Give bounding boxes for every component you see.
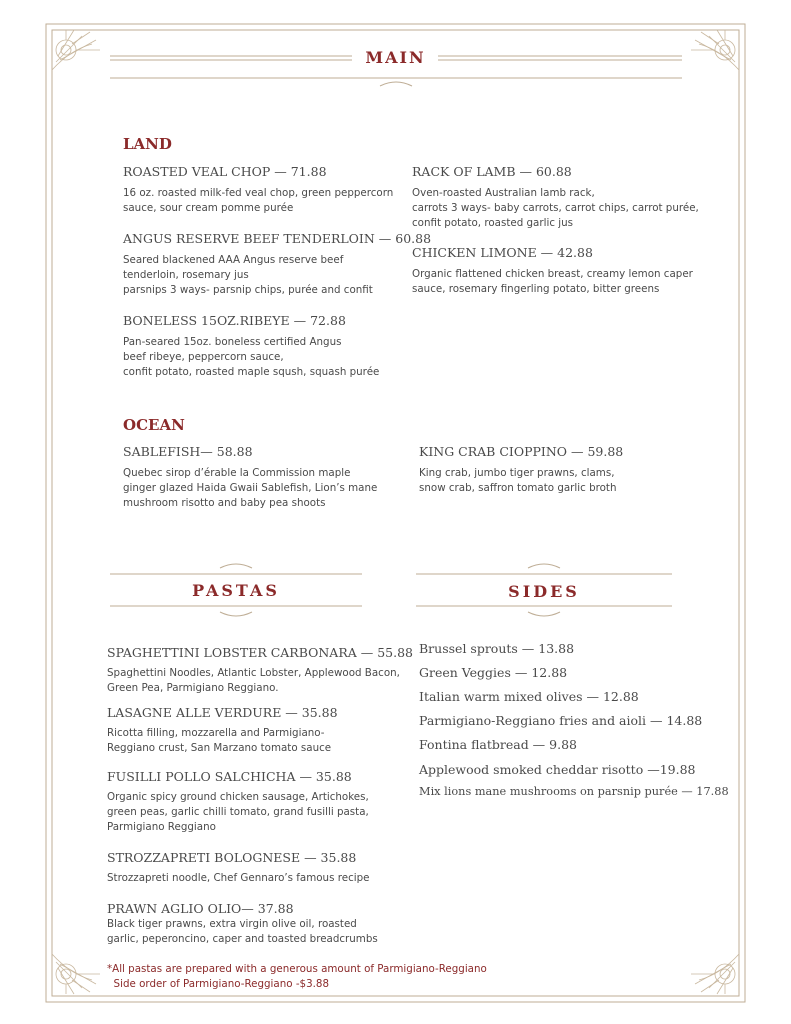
section-heading-land: LAND xyxy=(123,135,172,153)
menu-item xyxy=(419,444,709,496)
page-title: MAIN xyxy=(365,48,426,67)
corner-ornament-bottom-right xyxy=(691,954,739,994)
menu-item xyxy=(107,645,414,696)
menu-item xyxy=(107,850,407,886)
item-title: RACK OF LAMB — 60.88 xyxy=(412,164,572,179)
item-description: Seared blackened AAA Angus reserve beef tenderloin, rosemary jus parsnips 3 ways- parsnip chips, purée and confit xyxy=(123,254,373,296)
menu-item xyxy=(412,245,712,297)
section-heading-ocean: OCEAN xyxy=(123,416,185,434)
menu-item xyxy=(107,901,407,947)
side-item: Italian warm mixed olives — 12.88 xyxy=(419,689,639,704)
pastas-footnote: *All pastas are prepared with a generous amount of Parmigiano-Reggiano Side order of Parmigiano-Reggiano -$3.88 xyxy=(107,963,487,990)
item-title: BONELESS 15OZ.RIBEYE — 72.88 xyxy=(123,313,346,328)
menu-item xyxy=(107,705,407,756)
item-description: Oven-roasted Australian lamb rack, carrots 3 ways- baby carrots, carrot chips, carrot purée, confit potato, roasted garlic jus xyxy=(412,187,699,229)
side-item: Fontina flatbread — 9.88 xyxy=(419,737,577,752)
item-title: LASAGNE ALLE VERDURE — 35.88 xyxy=(107,705,338,720)
side-item: Green Veggies — 12.88 xyxy=(419,665,568,680)
side-item: Mix lions mane mushrooms on parsnip purée — 17.88 xyxy=(419,785,729,798)
item-title: ROASTED VEAL CHOP — 71.88 xyxy=(123,164,327,179)
item-description: King crab, jumbo tiger prawns, clams, snow crab, saffron tomato garlic broth xyxy=(419,467,617,494)
item-description: Organic flattened chicken breast, creamy lemon caper sauce, rosemary fingerling potato, bitter greens xyxy=(412,268,693,295)
side-item: Applewood smoked cheddar risotto —19.88 xyxy=(419,762,696,777)
item-title: STROZZAPRETI BOLOGNESE — 35.88 xyxy=(107,850,357,865)
item-title: SPAGHETTINI LOBSTER CARBONARA — 55.88 xyxy=(107,645,414,660)
menu-item xyxy=(123,444,413,511)
section-banner-sides: SIDES xyxy=(508,582,580,601)
item-description: Organic spicy ground chicken sausage, Artichokes, green peas, garlic chilli tomato, grand fusilli pasta, Parmigiano Reggiano xyxy=(107,791,369,833)
item-description: Strozzapreti noodle, Chef Gennaro’s famous recipe xyxy=(107,872,370,884)
item-title: CHICKEN LIMONE — 42.88 xyxy=(412,245,593,260)
section-banner-pastas: PASTAS xyxy=(192,581,280,600)
item-description: Black tiger prawns, extra virgin olive oil, roasted garlic, peperoncino, caper and toasted breadcrumbs xyxy=(107,918,378,945)
item-title: KING CRAB CIOPPINO — 59.88 xyxy=(419,444,624,459)
side-item: Parmigiano-Reggiano fries and aioli — 14.88 xyxy=(419,713,703,728)
item-title: PRAWN AGLIO OLIO— 37.88 xyxy=(107,901,294,916)
item-description: Quebec sirop d’érable la Commission maple ginger glazed Haida Gwaii Sablefish, Lion’s mane mushroom risotto and baby pea shoots xyxy=(123,467,378,509)
menu-item xyxy=(123,164,413,216)
menu-item xyxy=(107,769,407,835)
item-title: SABLEFISH— 58.88 xyxy=(123,444,253,459)
item-description: Ricotta filling, mozzarella and Parmigiano- Reggiano crust, San Marzano tomato sauce xyxy=(107,727,332,754)
item-description: Pan-seared 15oz. boneless certified Angus beef ribeye, peppercorn sauce, confit potato, roasted maple sqush, squash purée xyxy=(123,336,380,378)
menu-item xyxy=(123,231,432,298)
item-title: FUSILLI POLLO SALCHICHA — 35.88 xyxy=(107,769,352,784)
menu-item xyxy=(412,164,712,231)
side-item: Brussel sprouts — 13.88 xyxy=(419,641,575,656)
menu-item xyxy=(123,313,413,380)
item-description: Spaghettini Noodles, Atlantic Lobster, Applewood Bacon, Green Pea, Parmigiano Reggiano. xyxy=(107,667,400,694)
item-description: 16 oz. roasted milk-fed veal chop, green peppercorn sauce, sour cream pomme purée xyxy=(123,187,394,214)
corner-ornament-bottom-left xyxy=(52,954,100,994)
item-title: ANGUS RESERVE BEEF TENDERLOIN — 60.88 xyxy=(123,231,432,246)
